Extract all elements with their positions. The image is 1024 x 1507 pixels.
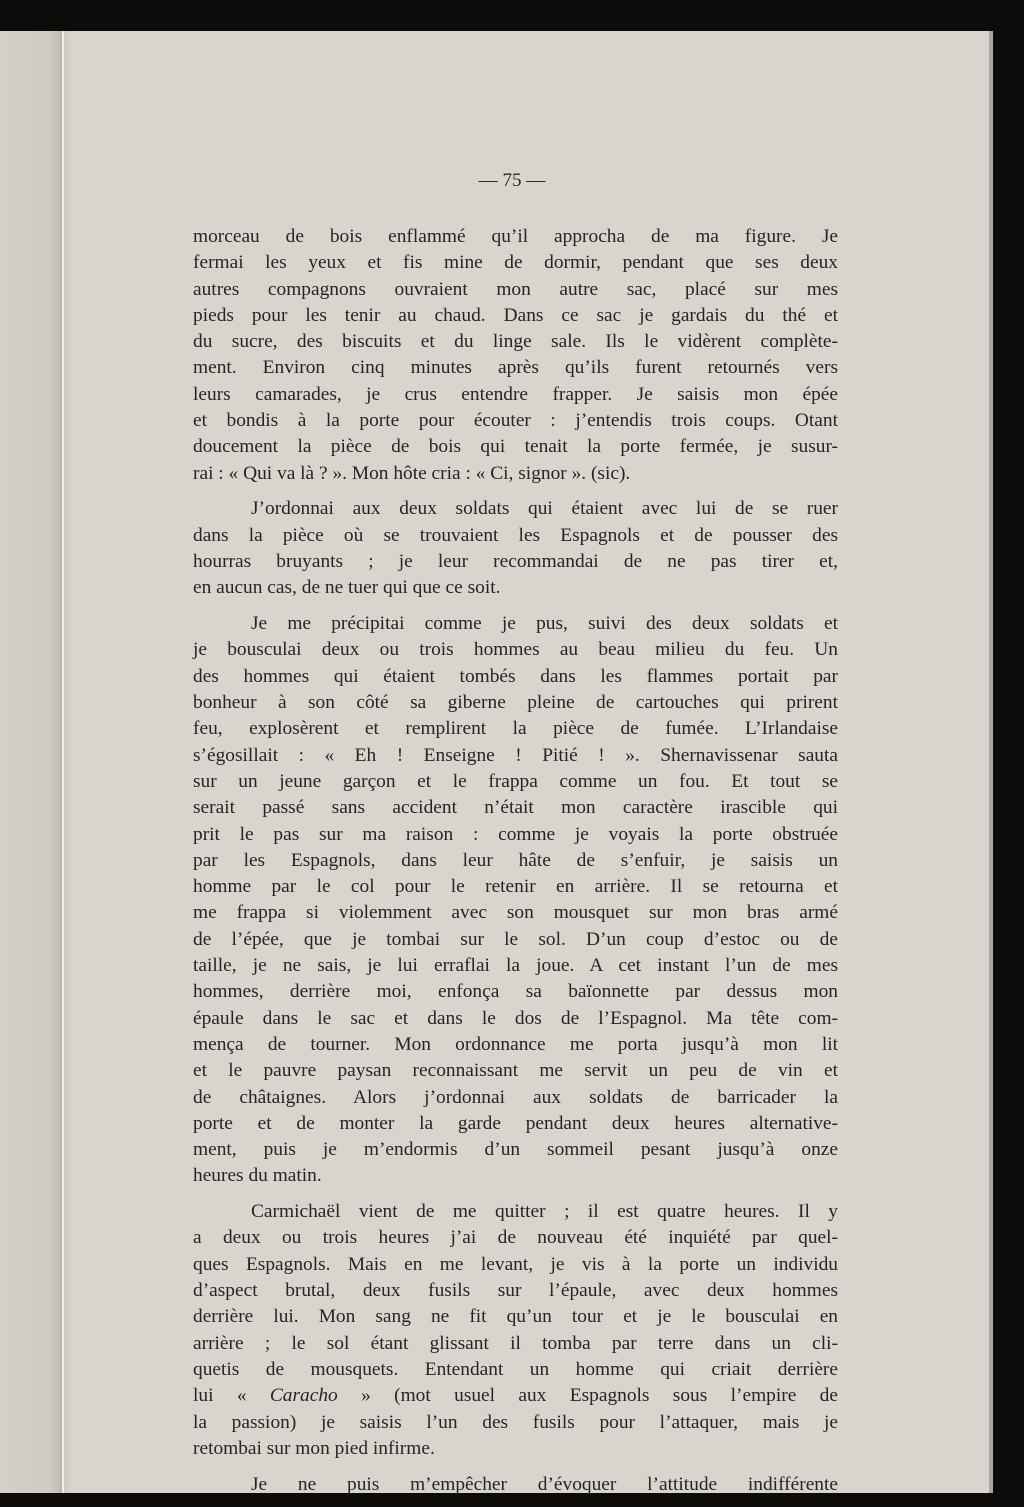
text-line: pieds pour les tenir au chaud. Dans ce sac je gardais du thé et — [193, 304, 838, 326]
text-line: doucement la pièce de bois qui tenait la porte fermée, je susur- — [193, 436, 838, 458]
text-line: par les Espagnols, dans leur hâte de s’enfuir, je saisis un — [193, 849, 838, 871]
text-line: en aucun cas, de ne tuer qui que ce soit. — [193, 577, 501, 599]
paragraph — [193, 1472, 838, 1498]
text-line: prit le pas sur ma raison : comme je voyais la porte obstruée — [193, 823, 838, 845]
text-line: retombai sur mon pied infirme. — [193, 1437, 435, 1459]
text-segment: » (mot usuel aux Espagnols sous l’empire de — [337, 1385, 838, 1407]
text-line: dans la pièce où se trouvaient les Espagnols et de pousser des — [193, 524, 838, 546]
text-line: épaule dans le sac et dans le dos de l’Espagnol. Ma tête com- — [193, 1007, 838, 1029]
text-line: leurs camarades, je crus entendre frapper. Je saisis mon épée — [193, 383, 838, 405]
text-line — [193, 1383, 838, 1409]
paragraph — [193, 496, 838, 601]
book-gutter — [62, 31, 64, 1493]
text-line: morceau de bois enflammé qu’il approcha de ma figure. Je — [193, 226, 838, 247]
text-line: heures du matin. — [193, 1165, 322, 1187]
text-line: autres compagnons ouvraient mon autre sac, placé sur mes — [193, 278, 838, 300]
paragraph — [193, 1199, 838, 1462]
text-line: a deux ou trois heures j’ai de nouveau été inquiété par quel- — [193, 1227, 838, 1249]
text-line: et bondis à la porte pour écouter : j’entendis trois coups. Otant — [193, 410, 838, 432]
text-line: ment, puis je m’endormis d’un sommeil pesant jusqu’à onze — [193, 1139, 838, 1161]
text-line: arrière ; le sol étant glissant il tomba par terre dans un cli- — [193, 1332, 838, 1354]
text-line: hourras bruyants ; je leur recommandai de ne pas tirer et, — [193, 551, 838, 573]
text-line: serait passé sans accident n’était mon caractère irascible qui — [193, 797, 838, 819]
text-line: je bousculai deux ou trois hommes au beau milieu du feu. Un — [193, 639, 838, 661]
facing-page-edge — [0, 31, 62, 1493]
text-line: d’aspect brutal, deux fusils sur l’épaule, avec deux hommes — [193, 1280, 838, 1302]
text-line: homme par le col pour le retenir en arrière. Il se retourna et — [193, 876, 838, 898]
body-text — [193, 224, 838, 1507]
paragraph — [193, 224, 838, 487]
text-line: porte et de monter la garde pendant deux heures alternative- — [193, 1112, 838, 1134]
text-line: la passion) je saisis l’un des fusils pour l’attaquer, mais je — [193, 1411, 838, 1433]
text-line: me frappa si violemment avec son mousquet sur mon bras armé — [193, 902, 838, 924]
text-line: fermai les yeux et fis mine de dormir, pendant que ses deux — [193, 252, 838, 274]
text-line: taille, je ne sais, je lui erraflai la joue. A cet instant l’un de mes — [193, 955, 838, 977]
text-line: feu, explosèrent et remplirent la pièce de fumée. L’Irlandaise — [193, 718, 838, 740]
page-number: — 75 — — [478, 170, 546, 191]
text-line: de l’épée, que je tombai sur le sol. D’un coup d’estoc ou de — [193, 928, 838, 950]
text-line: Carmichaël vient de me quitter ; il est quatre heures. Il y — [251, 1201, 838, 1223]
text-line: derrière lui. Mon sang ne fit qu’un tour et je le bousculai en — [193, 1306, 838, 1328]
page-edge — [989, 31, 993, 1493]
text-line: et le pauvre paysan reconnaissant me servit un peu de vin et — [193, 1060, 838, 1082]
paragraph — [193, 611, 838, 1190]
text-line: bonheur à son côté sa giberne pleine de cartouches qui prirent — [193, 692, 838, 714]
italic-word: Caracho — [269, 1385, 338, 1407]
text-line: hommes, derrière moi, enfonça sa baïonnette par dessus mon — [193, 981, 838, 1003]
text-line: des hommes qui étaient tombés dans les flammes portait par — [193, 665, 838, 687]
text-line: quetis de mousquets. Entendant un homme qui criait derrière — [193, 1358, 838, 1380]
text-line: Je ne puis m’empêcher d’évoquer l’attitude indifférente — [251, 1473, 838, 1495]
text-line: s’égosillait : « Eh ! Enseigne ! Pitié ! ». Shernavissenar sauta — [193, 744, 838, 766]
text-line: de châtaignes. Alors j’ordonnai aux soldats de barricader la — [193, 1086, 838, 1108]
text-line: mença de tourner. Mon ordonnance me porta jusqu’à mon lit — [193, 1033, 838, 1055]
text-line: rai : « Qui va là ? ». Mon hôte cria : « Ci, signor ». (sic). — [193, 462, 631, 484]
text-segment: lui « — [193, 1385, 270, 1407]
text-line: ques Espagnols. Mais en me levant, je vis à la porte un individu — [193, 1253, 838, 1275]
text-line: du sucre, des biscuits et du linge sale. Ils le vidèrent complète- — [193, 331, 838, 353]
text-line: ment. Environ cinq minutes après qu’ils furent retournés vers — [193, 357, 838, 379]
text-line: sur un jeune garçon et le frappa comme un fou. Et tout se — [193, 770, 838, 792]
text-line: J’ordonnai aux deux soldats qui étaient avec lui de se ruer — [251, 498, 838, 520]
text-line: Je me précipitai comme je pus, suivi des deux soldats et — [251, 613, 838, 635]
